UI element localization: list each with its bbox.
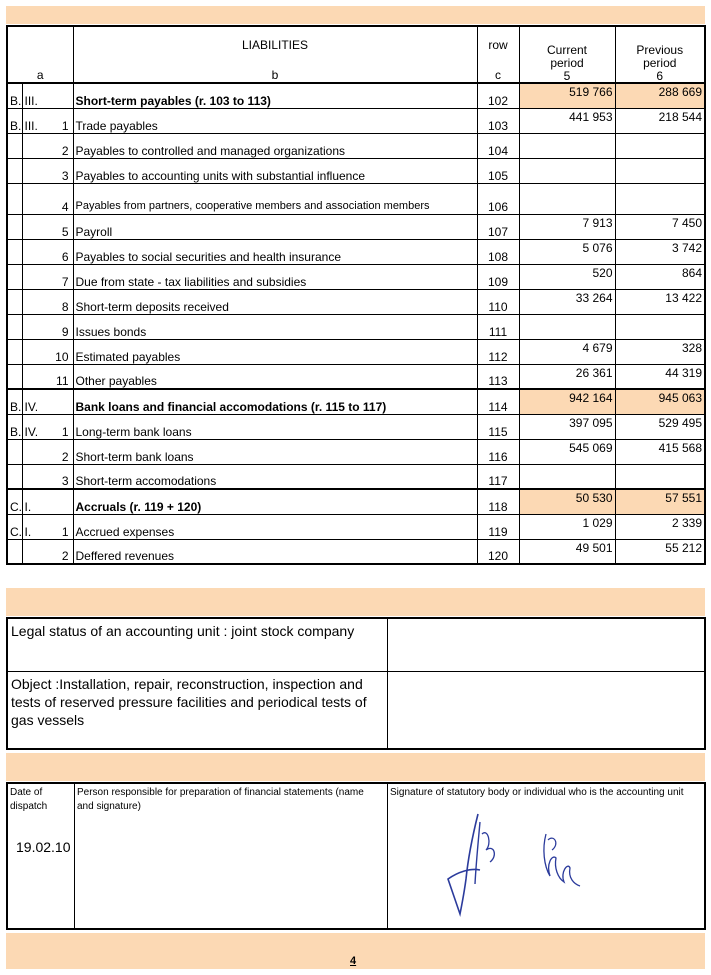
- section-code: C.: [7, 489, 22, 514]
- current-period-value: 519 766: [519, 83, 615, 108]
- previous-period-label-2: period: [643, 56, 677, 70]
- roman-code: I.: [22, 489, 41, 514]
- item-description: Deffered revenues: [73, 539, 477, 564]
- section-code: [7, 314, 22, 339]
- liabilities-table: [6, 25, 706, 565]
- item-number: 4: [41, 183, 73, 214]
- row-number: 118: [477, 489, 519, 514]
- row-number: 115: [477, 414, 519, 439]
- roman-code: [22, 183, 41, 214]
- current-period-value: 50 530: [519, 489, 615, 514]
- table-row: [7, 158, 705, 183]
- current-period-label-1: Current: [546, 43, 587, 57]
- company-object: Object :Installation, repair, reconstruction, inspection and tests of reserved pressure facilities and periodical tests of gas vessels: [11, 676, 367, 728]
- current-period-value: [519, 314, 615, 339]
- section-code: [7, 539, 22, 564]
- statutory-signature-label: Signature of statutory body or individual who is the accounting unit: [390, 787, 684, 798]
- roman-code: III.: [22, 83, 41, 108]
- row-number: 120: [477, 539, 519, 564]
- roman-code: [22, 539, 41, 564]
- previous-period-value: 7 450: [615, 214, 705, 239]
- previous-period-value: 328: [615, 339, 705, 364]
- table-header: [7, 26, 705, 83]
- item-number: 1: [41, 514, 73, 539]
- previous-period-value: 3 742: [615, 239, 705, 264]
- item-number: 7: [41, 264, 73, 289]
- middle-band-2: [6, 753, 705, 781]
- roman-code: [22, 339, 41, 364]
- page-number: 4: [350, 955, 357, 967]
- item-description: Payables to controlled and managed organizations: [73, 133, 477, 158]
- col-a-label: a: [36, 68, 44, 82]
- col-b-label: b: [271, 68, 279, 82]
- current-period-value: [519, 464, 615, 489]
- table-row: [7, 514, 705, 539]
- current-period-value: 520: [519, 264, 615, 289]
- roman-code: IV.: [22, 389, 41, 414]
- item-description: Payables from partners, cooperative members and association members: [73, 183, 477, 214]
- current-period-value: 441 953: [519, 108, 615, 133]
- previous-period-value: 864: [615, 264, 705, 289]
- table-row: [7, 464, 705, 489]
- previous-period-value: [615, 464, 705, 489]
- table-row: [7, 539, 705, 564]
- row-number: 111: [477, 314, 519, 339]
- item-description: Short-term bank loans: [73, 439, 477, 464]
- section-code: [7, 239, 22, 264]
- roman-code: [22, 289, 41, 314]
- roman-code: [22, 158, 41, 183]
- item-description: Long-term bank loans: [73, 414, 477, 439]
- row-number: 107: [477, 214, 519, 239]
- previous-period-value: 44 319: [615, 364, 705, 389]
- current-period-value: 4 679: [519, 339, 615, 364]
- previous-period-value: 57 551: [615, 489, 705, 514]
- previous-period-value: 288 669: [615, 83, 705, 108]
- item-description: Short-term accomodations: [73, 464, 477, 489]
- roman-code: I.: [22, 514, 41, 539]
- item-description: Payables to social securities and health insurance: [73, 239, 477, 264]
- section-code: [7, 439, 22, 464]
- liabilities-title: LIABILITIES: [241, 38, 309, 52]
- row-number: 114: [477, 389, 519, 414]
- previous-period-value: 945 063: [615, 389, 705, 414]
- current-period-value: 1 029: [519, 514, 615, 539]
- item-number: 1: [41, 414, 73, 439]
- item-description: Due from state - tax liabilities and subsidies: [73, 264, 477, 289]
- table-row: [7, 339, 705, 364]
- section-code: C.: [7, 514, 22, 539]
- top-band: [6, 6, 705, 24]
- section-code: [7, 289, 22, 314]
- previous-period-value: [615, 133, 705, 158]
- table-row: [7, 414, 705, 439]
- previous-period-value: 55 212: [615, 539, 705, 564]
- row-number: 109: [477, 264, 519, 289]
- table-row: [7, 289, 705, 314]
- section-code: B.: [7, 389, 22, 414]
- roman-code: [22, 214, 41, 239]
- item-number: 6: [41, 239, 73, 264]
- item-number: [41, 389, 73, 414]
- row-number: 110: [477, 289, 519, 314]
- current-period-label-2: period: [550, 56, 584, 70]
- table-row: [7, 83, 705, 108]
- item-description: Other payables: [73, 364, 477, 389]
- item-description: Accrued expenses: [73, 514, 477, 539]
- row-number: 117: [477, 464, 519, 489]
- section-code: [7, 264, 22, 289]
- roman-code: [22, 439, 41, 464]
- previous-period-value: 13 422: [615, 289, 705, 314]
- table-row: [7, 489, 705, 514]
- current-period-value: 49 501: [519, 539, 615, 564]
- handwritten-signature: [418, 804, 618, 924]
- table-row: [7, 108, 705, 133]
- section-code: [7, 214, 22, 239]
- previous-period-value: 415 568: [615, 439, 705, 464]
- roman-code: [22, 133, 41, 158]
- table-row: [7, 264, 705, 289]
- previous-period-value: [615, 183, 705, 214]
- table-row: [7, 314, 705, 339]
- row-number: 113: [477, 364, 519, 389]
- current-period-value: 33 264: [519, 289, 615, 314]
- company-info-box: [6, 617, 706, 750]
- current-period-value: 26 361: [519, 364, 615, 389]
- current-period-value: 545 069: [519, 439, 615, 464]
- row-number: 106: [477, 183, 519, 214]
- section-code: [7, 133, 22, 158]
- section-code: B.: [7, 83, 22, 108]
- item-number: 9: [41, 314, 73, 339]
- roman-code: IV.: [22, 414, 41, 439]
- current-period-value: [519, 183, 615, 214]
- item-number: 5: [41, 214, 73, 239]
- previous-period-value: 2 339: [615, 514, 705, 539]
- item-description: Payroll: [73, 214, 477, 239]
- col-5-label: 5: [563, 69, 571, 83]
- table-row: [7, 239, 705, 264]
- section-code: [7, 158, 22, 183]
- item-number: 11: [41, 364, 73, 389]
- roman-code: [22, 239, 41, 264]
- table-row: [7, 214, 705, 239]
- item-number: 8: [41, 289, 73, 314]
- current-period-value: 942 164: [519, 389, 615, 414]
- row-number: 105: [477, 158, 519, 183]
- roman-code: [22, 314, 41, 339]
- item-number: 1: [41, 108, 73, 133]
- row-number: 102: [477, 83, 519, 108]
- row-number: 116: [477, 439, 519, 464]
- previous-period-value: 218 544: [615, 108, 705, 133]
- table-row: [7, 389, 705, 414]
- current-period-value: 397 095: [519, 414, 615, 439]
- roman-code: [22, 464, 41, 489]
- person-responsible-label: Person responsible for preparation of financial statements (name and signature): [77, 787, 364, 812]
- item-number: [41, 83, 73, 108]
- item-number: 2: [41, 439, 73, 464]
- signature-box: [6, 782, 706, 930]
- item-description: Estimated payables: [73, 339, 477, 364]
- current-period-value: [519, 158, 615, 183]
- table-row: [7, 439, 705, 464]
- roman-code: [22, 264, 41, 289]
- section-code: [7, 364, 22, 389]
- row-label: row: [488, 38, 508, 52]
- col-c-label: c: [495, 68, 501, 82]
- item-description: Short-term payables (r. 103 to 113): [73, 83, 477, 108]
- item-description: Trade payables: [73, 108, 477, 133]
- item-number: 10: [41, 339, 73, 364]
- table-row: [7, 364, 705, 389]
- row-number: 112: [477, 339, 519, 364]
- current-period-value: 7 913: [519, 214, 615, 239]
- item-number: 2: [41, 133, 73, 158]
- item-description: Issues bonds: [73, 314, 477, 339]
- item-description: Bank loans and financial accomodations (r. 115 to 117): [73, 389, 477, 414]
- roman-code: III.: [22, 108, 41, 133]
- previous-period-value: [615, 158, 705, 183]
- item-description: Payables to accounting units with substantial influence: [73, 158, 477, 183]
- col-6-label: 6: [656, 69, 664, 83]
- table-row: [7, 133, 705, 158]
- item-description: Accruals (r. 119 + 120): [73, 489, 477, 514]
- legal-status: Legal status of an accounting unit : joint stock company: [11, 623, 355, 639]
- item-number: [41, 489, 73, 514]
- row-number: 104: [477, 133, 519, 158]
- section-code: B.: [7, 414, 22, 439]
- item-number: 2: [41, 539, 73, 564]
- current-period-value: 5 076: [519, 239, 615, 264]
- item-number: 3: [41, 158, 73, 183]
- section-code: B.: [7, 108, 22, 133]
- row-number: 103: [477, 108, 519, 133]
- table-body: [7, 83, 705, 564]
- row-number: 108: [477, 239, 519, 264]
- middle-band-1: [6, 588, 705, 616]
- item-description: Short-term deposits received: [73, 289, 477, 314]
- date-of-dispatch-value: 19.02.10: [16, 839, 71, 855]
- table-row: [7, 183, 705, 214]
- previous-period-label-1: Previous: [636, 43, 684, 57]
- section-code: [7, 464, 22, 489]
- current-period-value: [519, 133, 615, 158]
- section-code: [7, 339, 22, 364]
- row-number: 119: [477, 514, 519, 539]
- previous-period-value: 529 495: [615, 414, 705, 439]
- roman-code: [22, 364, 41, 389]
- previous-period-value: [615, 314, 705, 339]
- date-of-dispatch-label: Date of dispatch: [10, 787, 48, 812]
- item-number: 3: [41, 464, 73, 489]
- section-code: [7, 183, 22, 214]
